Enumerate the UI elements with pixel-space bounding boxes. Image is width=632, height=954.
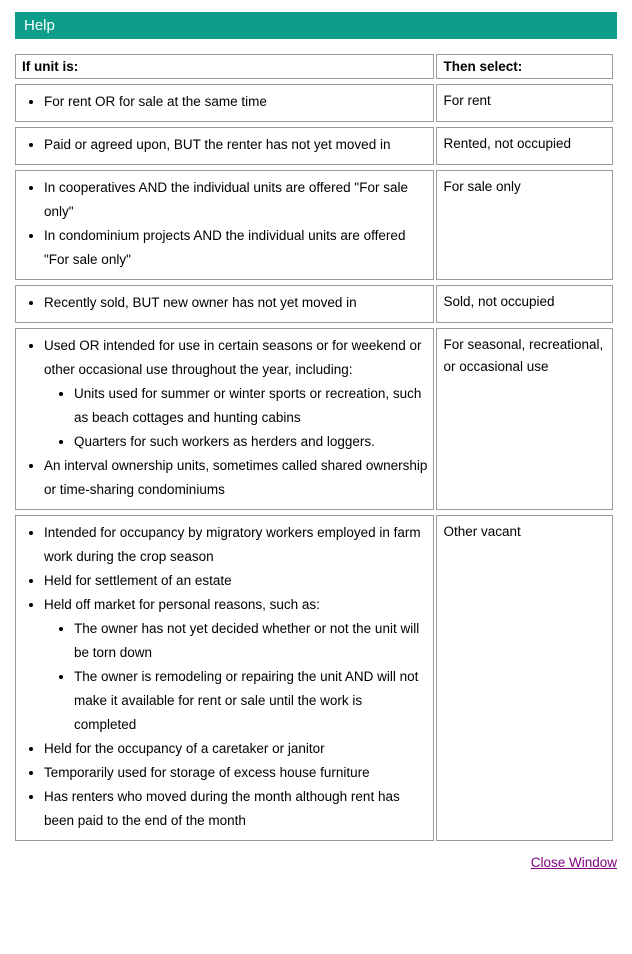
- condition-item: • Held for settlement of an estate: [44, 569, 427, 593]
- help-table: [13, 49, 615, 846]
- condition-item: • Held for the occupancy of a caretaker or janitor: [44, 737, 427, 761]
- condition-cell: [15, 515, 434, 841]
- table-row: [15, 328, 613, 510]
- condition-item: • Intended for occupancy by migratory workers employed in farm work during the crop season: [44, 521, 427, 569]
- column-header-if-unit-is: If unit is:: [15, 54, 434, 79]
- column-header-then-select: Then select:: [436, 54, 613, 79]
- table-row: [15, 84, 613, 122]
- select-cell: For rent: [436, 84, 613, 122]
- condition-item: • For rent OR for sale at the same time: [44, 90, 427, 114]
- footer: [15, 855, 617, 870]
- condition-cell: [15, 170, 434, 280]
- condition-sublist: [44, 382, 427, 454]
- condition-list: [18, 176, 427, 272]
- condition-subitem: • Units used for summer or winter sports or recreation, such as beach cottages and hunting cabins: [74, 382, 427, 430]
- select-cell: Rented, not occupied: [436, 127, 613, 165]
- condition-cell: [15, 328, 434, 510]
- condition-cell: [15, 127, 434, 165]
- condition-item: • Paid or agreed upon, BUT the renter has not yet moved in: [44, 133, 427, 157]
- condition-list: [18, 334, 427, 502]
- condition-list: [18, 90, 427, 114]
- select-cell: Other vacant: [436, 515, 613, 841]
- select-cell: Sold, not occupied: [436, 285, 613, 323]
- table-body: [15, 84, 613, 841]
- table-row: [15, 127, 613, 165]
- condition-item: • Used OR intended for use in certain seasons or for weekend or other occasional use throughout the year, including: • Units used for summer or winter sports or recreation, such as beach cottages and hunting cabins • Quarters for such workers as herders and loggers.: [44, 334, 427, 454]
- select-cell: For seasonal, recreational, or occasional use: [436, 328, 613, 510]
- condition-list: [18, 133, 427, 157]
- close-window-link[interactable]: Close Window: [530, 855, 617, 870]
- page-title: Help: [24, 17, 55, 34]
- help-header-bar: [15, 12, 617, 39]
- condition-cell: [15, 84, 434, 122]
- table-header-row: [15, 54, 613, 79]
- condition-item: • Held off market for personal reasons, such as: • The owner has not yet decided whether or not the unit will be torn down • The owner is remodeling or repairing the unit AND will not make it available for rent or sale until the work is completed: [44, 593, 427, 737]
- condition-item: • In condominium projects AND the individual units are offered "For sale only": [44, 224, 427, 272]
- table-row: [15, 170, 613, 280]
- condition-cell: [15, 285, 434, 323]
- condition-subitem: • The owner has not yet decided whether or not the unit will be torn down: [74, 617, 427, 665]
- condition-subitem: • The owner is remodeling or repairing the unit AND will not make it available for rent or sale until the work is completed: [74, 665, 427, 737]
- condition-item: • An interval ownership units, sometimes called shared ownership or time-sharing condominiums: [44, 454, 427, 502]
- condition-sublist: [44, 617, 427, 737]
- table-row: [15, 285, 613, 323]
- condition-item: • Temporarily used for storage of excess house furniture: [44, 761, 427, 785]
- select-cell: For sale only: [436, 170, 613, 280]
- condition-list: [18, 291, 427, 315]
- condition-item: • In cooperatives AND the individual units are offered "For sale only": [44, 176, 427, 224]
- table-row: [15, 515, 613, 841]
- condition-list: [18, 521, 427, 833]
- condition-item: • Recently sold, BUT new owner has not yet moved in: [44, 291, 427, 315]
- condition-item: • Has renters who moved during the month although rent has been paid to the end of the month: [44, 785, 427, 833]
- condition-subitem: • Quarters for such workers as herders and loggers.: [74, 430, 427, 454]
